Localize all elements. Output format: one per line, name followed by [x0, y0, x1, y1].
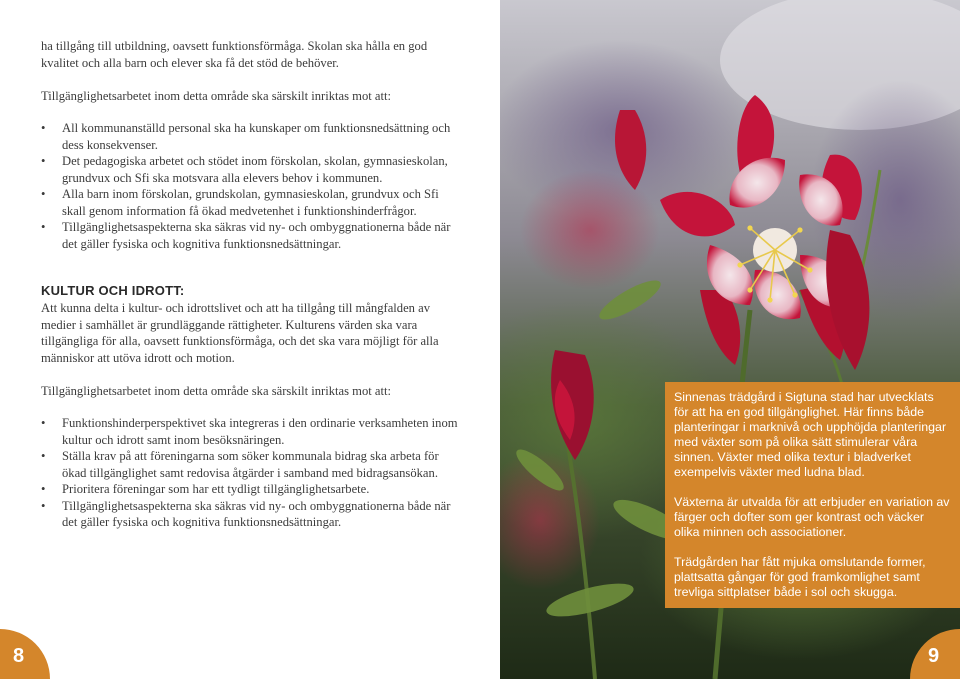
- page-number-left-label: 8: [13, 645, 25, 667]
- page-number-right-label: 9: [928, 645, 940, 667]
- info-paragraph: Sinnenas trädgård i Sigtuna stad har utvecklats för att ha en god tillgänglighet. Här finns både planteringar i marknivå och upphöjda planteringar med växter som på olika sätt stimulerar våra sinnen. Växter med olika textur i bladverket exempelvis växter med ludna blad.: [674, 390, 947, 479]
- list-item: • Funktionshinderperspektivet ska integreras i den ordinarie verksamheten inom kultur och idrott samt inom besöksnäringen.: [41, 415, 461, 448]
- list-item: • Ställa krav på att föreningarna som söker kommunala bidrag ska arbeta för ökad tillgänglighet samt redovisa åtgärder i samband med bidragsansökan.: [41, 448, 461, 481]
- section-heading: KULTUR OCH IDROTT:: [41, 283, 185, 298]
- page-number-left: [0, 629, 50, 679]
- list-item: • Det pedagogiska arbetet och stödet inom förskolan, skolan, gymnasieskolan, grundvux och Sfi ska motsvara alla elevers behov i kommunen.: [41, 153, 461, 186]
- info-paragraph: Trädgården har fått mjuka omslutande former, plattsatta gångar för god framkomlighet samt trevliga sittplatser både i sol och skugga.: [674, 555, 926, 599]
- lead-paragraph-2: Tillgänglighetsarbetet inom detta område ska särskilt inriktas mot att:: [41, 384, 391, 398]
- list-item: • Tillgänglighetsaspekterna ska säkras vid ny- och ombyggnationerna både när det gäller fysiska och kognitiva funktionsnedsättningar.: [41, 498, 461, 531]
- info-paragraph: Växterna är utvalda för att erbjuder en variation av färger och dofter som ger kontrast och väcker olika minnen och associationer.: [674, 495, 950, 539]
- culture-paragraph: Att kunna delta i kultur- och idrottslivet och att ha tillgång till mångfalden av medier i samhället är grundläggande rättigheter. Kulturens värden ska vara tillgängliga för alla, oavsett funktionsförmåga, och det ska vara möjligt för alla människor att utöva idrott och motion.: [41, 301, 439, 365]
- right-page: [500, 0, 960, 679]
- intro-paragraph: ha tillgång till utbildning, oavsett funktionsförmåga. Skolan ska hålla en god kvalitet och alla barn och elever ska få det stöd de behöver.: [41, 39, 428, 70]
- list-item: • Prioritera föreningar som har ett tydligt tillgänglighetsarbete.: [41, 481, 461, 498]
- info-box: [665, 382, 960, 608]
- bullet-list-2: [41, 415, 461, 531]
- list-item: • All kommunanställd personal ska ha kunskaper om funktionsnedsättning och dess konsekvenser.: [41, 120, 461, 153]
- list-item: • Alla barn inom förskolan, grundskolan, gymnasieskolan, grundvux och Sfi skall genom information få ökad medvetenhet i funktionshinderfrågor.: [41, 186, 461, 219]
- lead-paragraph-1: Tillgänglighetsarbetet inom detta område ska särskilt inriktas mot att:: [41, 89, 391, 103]
- bullet-list-1: [41, 120, 461, 252]
- list-item: • Tillgänglighetsaspekterna ska säkras vid ny- och ombyggnationerna både när det gäller fysiska och kognitiva funktionsnedsättningar.: [41, 219, 461, 252]
